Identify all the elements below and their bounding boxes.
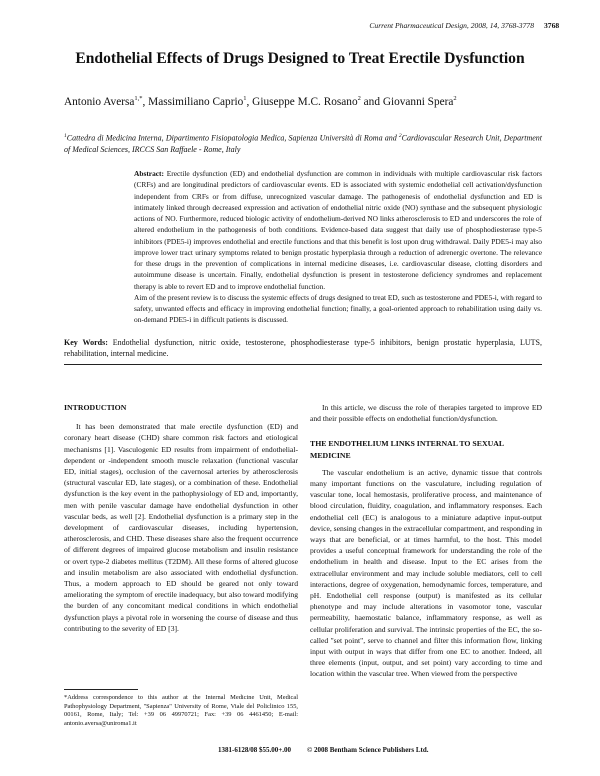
paper-title: Endothelial Effects of Drugs Designed to Treat Erectile Dysfunction [75,50,525,67]
author-affil-mark: 1 [243,95,247,102]
abstract-paragraph: Aim of the present review is to discuss the systemic effects of drugs designed to treat ED, such as testosterone and PDE5-i, with regard to safety, unwanted effects and efficacy in improving endothelial function; finally, a goal-oriented approach to rehabilitation using daily vs. on-demand PDE5-i in difficult patients is discussed. [134,292,542,325]
author-name: Giuseppe M.C. Rosano [252,95,358,108]
author-name: Giovanni Spera [382,95,454,108]
section-divider [64,364,542,365]
left-column [64,402,298,634]
abstract-paragraph [134,168,542,292]
body-paragraph: It has been demonstrated that male erectile dysfunction (ED) and coronary heart disease (CHD) share common risk factors and etiological mechanisms [1]. Vasculogenic ED results from impairment of endothelial-dependent or -independent smooth muscle relaxation (functional vascular ED, initial stages), occlusion of the cavernosal arteries by atherosclerosis (structural vascular ED, late stages), or a combination of these. Endothelial dysfunction is the key event in the pathophysiology of ED and, importantly, men with penile vascular damage have endothelial dysfunction in other vascular beds, as well [2]. Endothelial dysfunction is a primary step in the development of cardiovascular diseases, including hypertension, atherosclerosis, and CHD. These diseases share also the frequent occurrence of different degrees of impaired glucose metabolism and insulin resistance or overt type-2 diabetes mellitus (T2DM). All these forms of altered glucose and insulin metabolism are also associated with endothelial dysfunction. Thus, a modern approach to ED should be geared not only toward ameliorating the symptom of erectile inadequacy, but also toward modifying the burden of any concomitant medical conditions in which endothelial dysfunction plays a pivotal role in worsening the course of disease and thus contributing to the severity of ED [3]. [64,422,298,633]
body-paragraph: In this article, we discuss the role of therapies targeted to improve ED and their possible effects on endothelial function/dysfunction. [310,403,542,424]
page-number: 3768 [544,21,560,30]
affil-text: Cattedra di Medicina Interna, Dipartimento Fisiopatologia Medica, Sapienza Università di Roma and [66,133,399,143]
body-paragraph: The vascular endothelium is an active, dynamic tissue that controls many important functions on the vasculature, including regulation of vascular tone, local hemostasis, proliferative process, and maintenance of blood circulation, fluidity, coagulation, and inflammatory responses. Each endothelial cell (EC) is analogous to a miniature adaptive input-output device, sensing changes in the extracellular compartment, and responding in ways that are beneficial, or at times harmful, to the host. This model provides a useful conceptual framework for understanding the role of the endothelium in health and disease. Input to the EC arises from the extracellular environment and may include soluble mediators, cell to cell interactions, degree of oxygenation, hemodynamic forces, temperature, and pH. Endothelial cell response (output) is manifested as its cellular phenotype and may include alterations in vasomotor tone, vascular permeability, haemostatic balance, inflammatory response, as well as cellular proliferation and survival. The intrinsic properties of the EC, the so-called "set point", serve to channel and filter this information flow, linking input with output in ways that differ from one EC to another. Indeed, all three elements (input, output, and set point) vary according to time and location within the vascular tree. When viewed from the perspective [310,467,542,679]
author-affil-mark: 2 [453,95,457,102]
affiliations [64,131,542,155]
keywords-block [64,337,542,360]
keywords-text: Endothelial dysfunction, nitric oxide, testosterone, phosphodiesterase type-5 inhibitors, benign prostatic hyperplasia, LUTS, rehabilitation, internal medicine. [64,338,542,359]
author-list: Antonio Aversa$^{1,*}$, Massimiliano Caprio$^1$, Giuseppe M.C. Rosano$^2$ and Giovanni Spera$^2$ [64,95,457,108]
copyright-text: © 2008 Bentham Science Publishers Ltd. [307,746,429,754]
journal-header: Current Pharmaceutical Design, 2008, 14, 3768-3778 [369,21,534,30]
affil-text: Cardiovascular Research Unit, Department of Medical Sciences, IRCCS San Raffaele - Rome, Italy [64,133,542,154]
issn-text: 1381-6128/08 $55.00+.00 [218,746,292,754]
affil-mark: 1 [64,133,67,139]
abstract-label: Abstract: [134,169,164,178]
correspondence-footnote: *Address correspondence to this author at the Internal Medicine Unit, Medical Pathophysiology Department, "Sapienza" University of Rome, Viale del Policlinico 155, 00161, Rome, Italy; Tel: +39 06 49970721; Fax: +39 06 4461450; E-mail: antonio.aversa@uniroma1.it [64,694,298,727]
section-heading: INTRODUCTION [64,403,127,412]
affil-mark: 2 [398,133,402,139]
author-affil-mark: 1,* [134,95,143,102]
abstract-block [134,168,542,326]
author-name: Antonio Aversa [64,95,135,108]
author-name: Massimiliano Caprio [148,95,244,108]
footnote-divider [64,689,138,690]
section-heading: THE ENDOTHELIUM LINKS INTERNAL TO SEXUAL MEDICINE [310,439,504,460]
abstract-text: Erectile dysfunction (ED) and endothelial dysfunction are common in individuals with multiple cardiovascular risk factors (CRFs) and are longitudinal predictors of cardiovascular events. ED is associated with systemic endothelial cell activation/dysfunction independent from CRFs or from diffuse, unrecognized vascular damage. The pathogenesis of endothelial dysfunction and ED is intimately linked through decreased expression and activation of endothelial nitric oxide (NO) synthase and the subsequent physiologic actions of NO. Furthermore, reduced biologic activity of endothelium-derived NO links atherosclerosis to ED and underscores the role of altered endothelium in the pathogenesis of both conditions. Evidence-based data suggest that daily use of phosphodiesterase type-5 inhibitors (PDE5-i) improves endothelial and erectile functions and that this benefit is lost upon drug withdrawal. Daily PDE5-i may also improve lower tract urinary symptoms related to benign prostatic hyperplasia through a reduction of adrenergic overtone. The relevance for these drugs in the prevention of complications in internal medicine diseases, i.e. cardiovascular disease, clotting disorders and autoimmune disease is uncertain. Finally, endothelial dysfunction is present in testosterone deficiency syndromes and replacement therapy is able to revert ED and to improve endothelial function. [134,169,542,291]
page-footer [218,746,445,754]
right-column [310,402,542,680]
author-affil-mark: 2 [357,95,361,102]
keywords-label: Key Words: [64,338,108,347]
